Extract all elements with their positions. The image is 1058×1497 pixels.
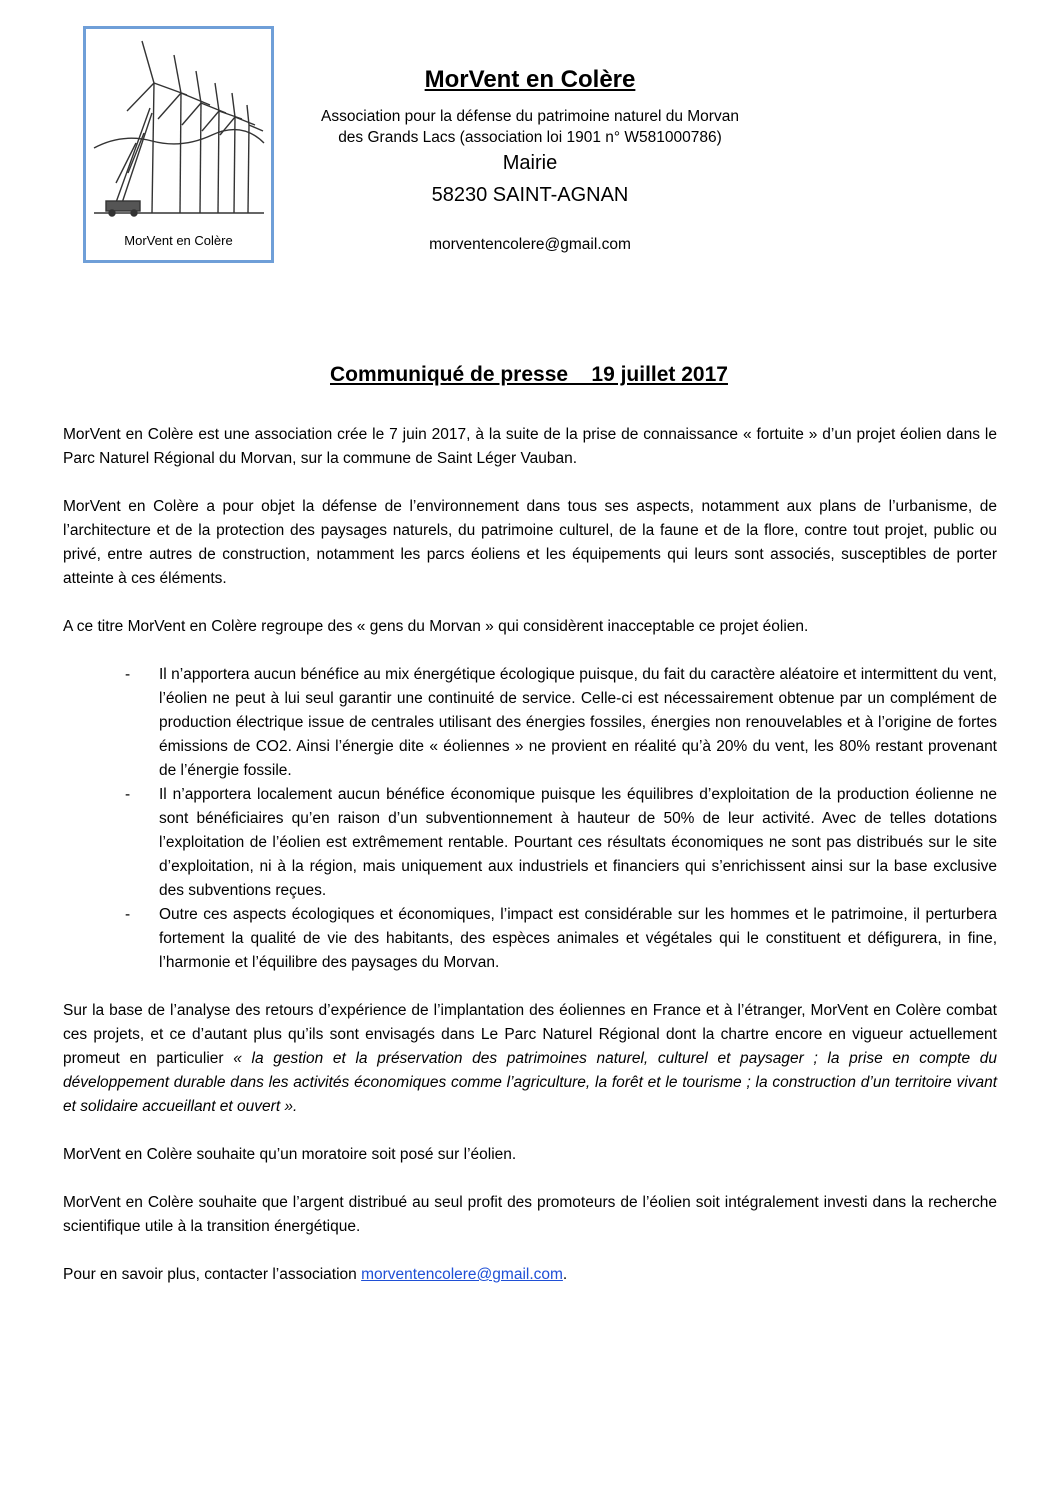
contact-suffix: . bbox=[562, 1266, 568, 1283]
list-dash: - bbox=[125, 666, 131, 683]
press-release-title: Communiqué de presse 19 juillet 2017 bbox=[330, 363, 728, 386]
list-item-text: Outre ces aspects écologiques et économiques, l’impact est considérable sur les hommes et le patrimoine, il perturbera fortement la qualité de vie des habitants, des espèces animales et végétales qui le constituent et défigurera, in fine, l’harmonie et l’équilibre des paysages du Morvan. bbox=[159, 906, 997, 971]
paragraph-purpose: MorVent en Colère a pour objet la défense de l’environnement dans tous ses aspects, notamment aux plans de l’urbanisme, de l’architecture et de la protection des paysages naturels, du patrimoine culturel, de la faune et de la flore, contre tout projet, public ou privé, entre autres de construction, notamment les parcs éoliens et les équipements qui leurs sont associés, susceptibles de porter atteinte à ces éléments. bbox=[63, 498, 997, 587]
list-item-text: Il n’apportera aucun bénéfice au mix énergétique écologique puisque, du fait du caractère aléatoire et intermittent du vent, l’éolien ne peut à lui seul garantir une continuité de service. Celle-ci est nécessairement obtenue par un complément de production électrique issue de centrales utilisant des énergies fossiles, énergies non renouvelables et à l’origine de fortes émissions de CO2. Ainsi l’énergie dite « éoliennes » ne provient en réalité qu’à 20% du vent, les 80% restant provenant de l’énergie fossile. bbox=[159, 666, 997, 779]
list-item bbox=[63, 663, 997, 783]
paragraph-position: A ce titre MorVent en Colère regroupe des « gens du Morvan » qui considèrent inacceptable ce projet éolien. bbox=[63, 618, 809, 635]
paragraph-funding: MorVent en Colère souhaite que l’argent distribué au seul profit des promoteurs de l’éolien soit intégralement investi dans la recherche scientifique utile à la transition énergétique. bbox=[63, 1194, 997, 1235]
list-item bbox=[63, 903, 997, 975]
organization-name: MorVent en Colère bbox=[424, 66, 636, 93]
logo-caption: MorVent en Colère bbox=[124, 233, 233, 248]
list-item bbox=[63, 783, 997, 903]
paragraph-intro: MorVent en Colère est une association crée le 7 juin 2017, à la suite de la prise de connaissance « fortuite » d’un projet éolien dans le Parc Naturel Régional du Morvan, sur la commune de Saint Léger Vauban. bbox=[63, 426, 997, 467]
argument-list bbox=[63, 663, 997, 975]
list-item-text: Il n’apportera localement aucun bénéfice économique puisque les équilibres d’exploitation de la production éolienne ne sont bénéficiaires qu’en raison d’un subventionnement à hauteur de 50% de leur activité. Avec de telles dotations l’exploitation de l’éolien est extrêmement rentable. Pourtant ces résultats économiques ne sont pas distribués sur le site d’exploitation, ni à la région, mais uniquement aux industriels et financiers qui s’enrichissent ainsi sur la base exclusive des subventions reçues. bbox=[159, 786, 997, 899]
wind-turbines-drawing-icon bbox=[92, 33, 265, 218]
description-line-1: Association pour la défense du patrimoine naturel du Morvan bbox=[321, 108, 739, 125]
charter-quote: « la gestion et la préservation des patrimoines naturel, culturel et paysager ; la prise en compte du développement durable dans les activités économiques comme l’agriculture, la forêt et le tourisme ; la construction d’un territoire vivant et solidaire accueillant et ouvert ». bbox=[63, 1050, 997, 1115]
description-line-2: des Grands Lacs (association loi 1901 n° W581000786) bbox=[338, 129, 722, 146]
paragraph-moratorium: MorVent en Colère souhaite qu’un moratoire soit posé sur l’éolien. bbox=[63, 1146, 517, 1163]
analysis-text: Sur la base de l’analyse des retours d’expérience de l’implantation des éoliennes en France et à l’étranger, MorVent en Colère combat ces projets, et ce d’autant plus qu’ils sont envisagés dans Le Parc Naturel Régional dont la chartre encore en vigueur actuellement promeut en particulier bbox=[63, 1002, 997, 1067]
address-mairie: Mairie bbox=[502, 152, 558, 174]
organization-description bbox=[320, 106, 740, 148]
logo bbox=[83, 26, 274, 263]
address-city: 58230 SAINT-AGNAN bbox=[431, 184, 629, 206]
paragraph-analysis bbox=[63, 999, 997, 1119]
contact-prefix: Pour en savoir plus, contacter l’association bbox=[63, 1266, 362, 1283]
header-email: morventencolere@gmail.com bbox=[429, 236, 631, 253]
paragraph-contact bbox=[63, 1263, 997, 1287]
document-body bbox=[63, 423, 997, 1311]
contact-email-link[interactable]: morventencolere@gmail.com bbox=[361, 1266, 563, 1283]
list-dash: - bbox=[125, 786, 131, 803]
list-dash: - bbox=[125, 906, 131, 923]
